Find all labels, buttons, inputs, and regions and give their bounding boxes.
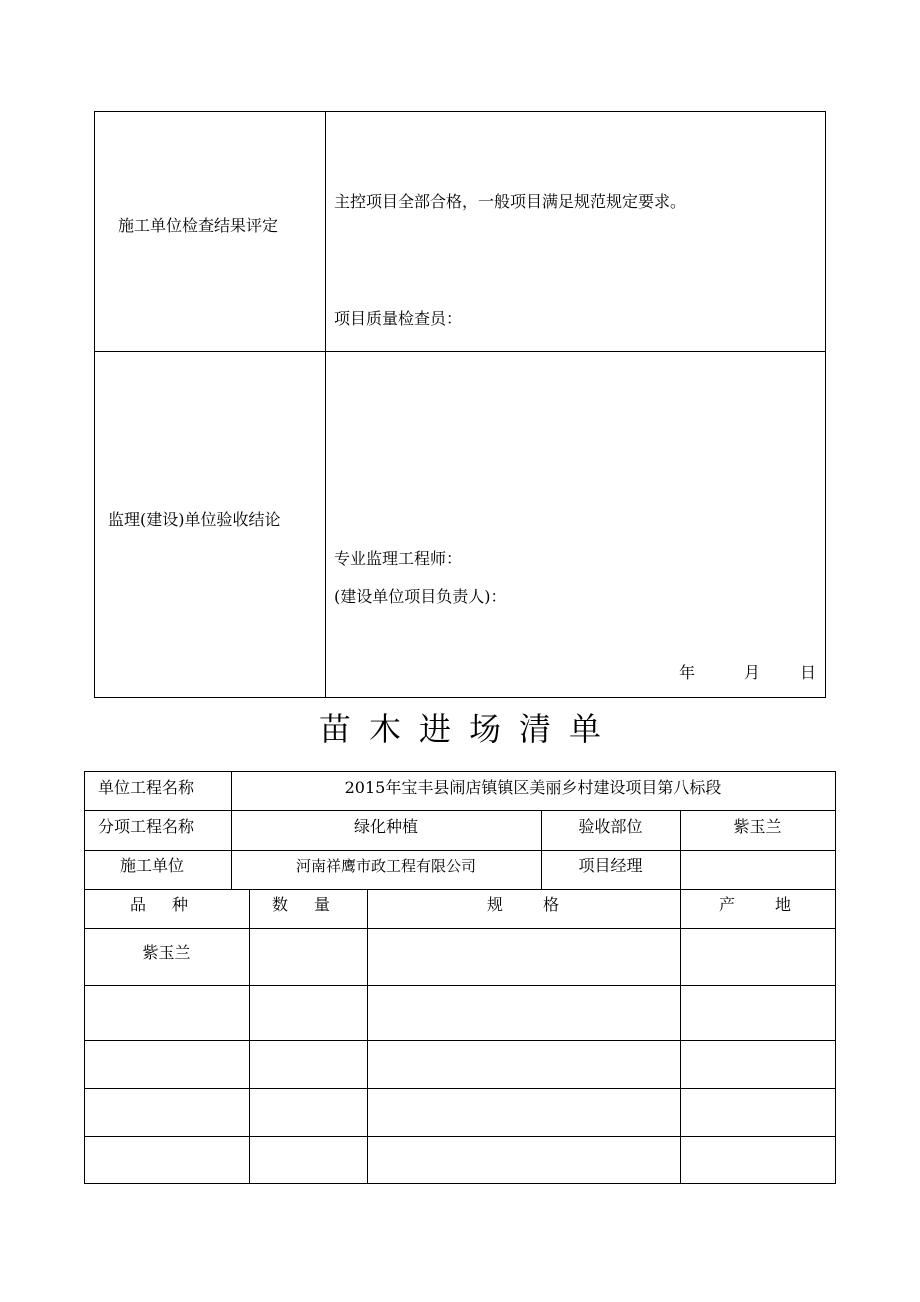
list-hline <box>84 1136 836 1137</box>
contractor-label: 施工单位 <box>120 856 185 875</box>
list-border-right <box>835 771 836 1184</box>
date-month-label: 月 <box>744 663 761 682</box>
list-hline <box>84 928 836 929</box>
quality-inspector-label: 项目质量检查员： <box>334 309 463 328</box>
table-border-top <box>94 111 826 112</box>
list-hline <box>84 1040 836 1041</box>
sub-project-value: 绿化种植 <box>353 817 418 836</box>
owner-representative-label: (建设单位项目负责人)： <box>334 587 507 606</box>
table-cell-variety: 紫玉兰 <box>142 943 191 962</box>
supervision-engineer-label: 专业监理工程师： <box>334 549 463 568</box>
column-header-spec: 规格 <box>487 895 600 914</box>
page-title: 苗木进场清单 <box>319 710 620 748</box>
list-border-top <box>84 771 836 772</box>
list-hline <box>84 985 836 986</box>
acceptance-part-value: 紫玉兰 <box>733 817 782 836</box>
list-border-bottom <box>84 1183 836 1184</box>
list-vline <box>249 889 250 1183</box>
table-border-left <box>94 111 95 698</box>
sub-project-label: 分项工程名称 <box>98 817 195 836</box>
list-hline <box>84 1088 836 1089</box>
date-year-label: 年 <box>679 663 696 682</box>
table-row-divider <box>94 351 826 352</box>
column-header-origin: 产地 <box>719 895 832 914</box>
table-border-bottom <box>94 697 826 698</box>
list-hline <box>84 850 836 851</box>
check-result-text: 主控项目全部合格，一般项目满足规范规定要求。 <box>334 192 687 211</box>
contractor-check-label: 施工单位检查结果评定 <box>118 216 279 235</box>
list-vline <box>680 889 681 1183</box>
project-name-value: 2015年宝丰县闹店镇镇区美丽乡村建设项目第八标段 <box>344 778 722 797</box>
column-header-quantity: 数量 <box>272 895 357 914</box>
table-column-divider <box>325 111 326 698</box>
list-vline <box>367 889 368 1183</box>
table-border-right <box>825 111 826 698</box>
acceptance-part-label: 验收部位 <box>578 817 643 836</box>
list-hline <box>84 810 836 811</box>
project-name-label: 单位工程名称 <box>98 778 195 797</box>
list-border-left <box>84 771 85 1184</box>
supervision-conclusion-label: 监理(建设)单位验收结论 <box>108 510 281 529</box>
date-day-label: 日 <box>800 663 817 682</box>
column-header-variety: 品种 <box>130 895 215 914</box>
project-manager-label: 项目经理 <box>578 856 643 875</box>
list-hline <box>84 889 836 890</box>
contractor-value: 河南祥鹰市政工程有限公司 <box>295 857 476 875</box>
